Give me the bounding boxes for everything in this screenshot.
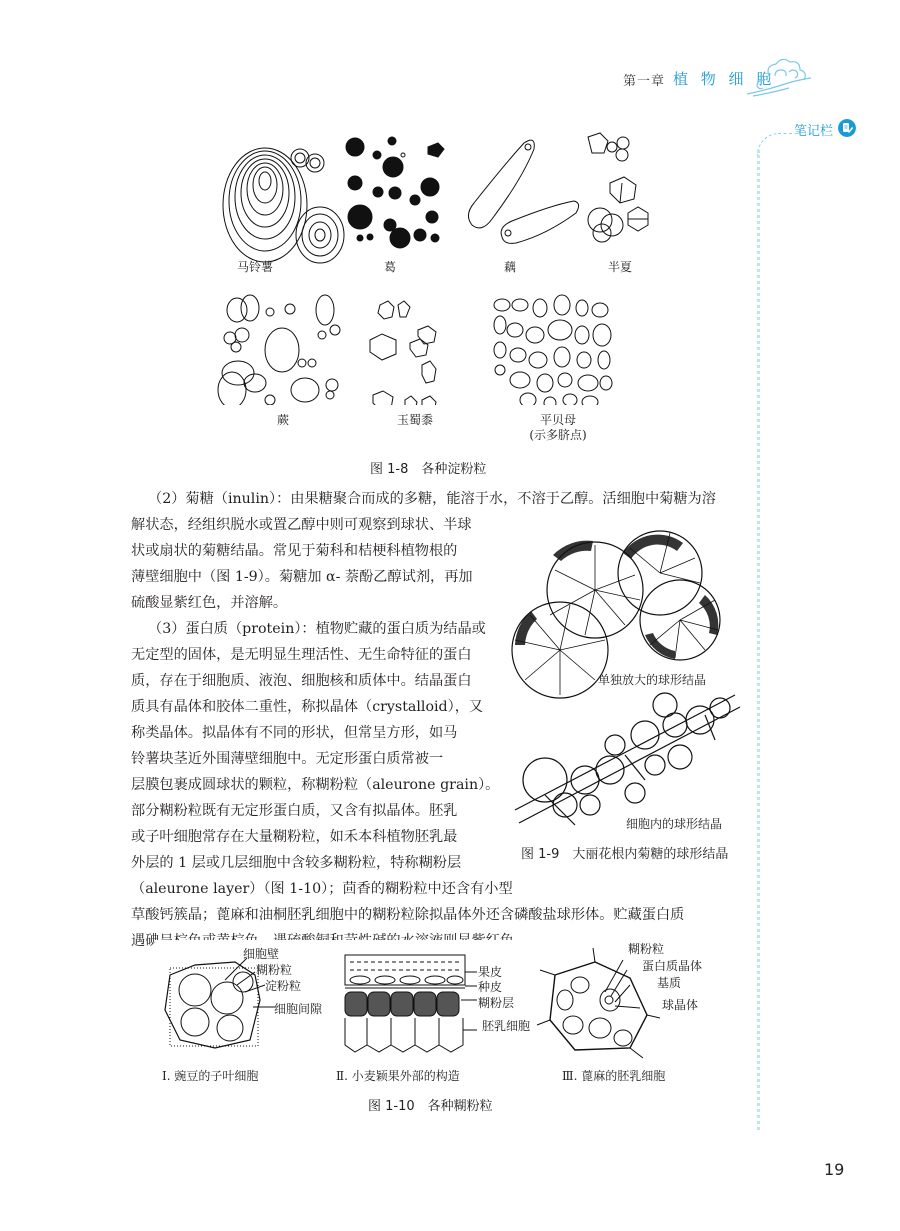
text-line: （3）蛋白质（protein）：植物贮藏的蛋白质为结晶或 [148, 621, 486, 637]
notes-divider [778, 133, 792, 134]
label-kudzu: 葛 [383, 260, 396, 274]
label-pericarp: 果皮 [478, 965, 503, 979]
label-globoid: 球晶体 [662, 998, 699, 1012]
text-line: 外层的 1 层或几层细胞中含较多糊粉粒，特称糊粉层 [131, 855, 462, 871]
spherocrystals-in-cells [515, 693, 740, 825]
text-line: 称类晶体。拟晶体有不同的形状，但常呈方形，如马 [131, 725, 458, 741]
text-line: 铃薯块茎近外围薄壁细胞中。无定形蛋白质常被一 [131, 751, 444, 767]
text-line: 部分糊粉粒既有无定形蛋白质，又含有拟晶体。胚乳 [131, 803, 458, 819]
notepad-pencil-icon [838, 119, 856, 137]
label-aleurone-grain-3: 糊粉粒 [628, 942, 665, 956]
text-line: 层膜包裹成圆球状的颗粒，称糊粉粒（aleurone grain）。 [131, 777, 500, 793]
panel3-title: Ⅲ. 蓖麻的胚乳细胞 [562, 1069, 666, 1083]
text-line: 解状态，经组织脱水或置乙醇中则可观察到球状、半球 [131, 517, 472, 533]
label-matrix: 基质 [657, 976, 682, 990]
text-line: 硫酸显紫红色，并溶解。 [131, 595, 288, 611]
label-spherocrystal-in-cell: 细胞内的球形结晶 [626, 817, 723, 831]
text-line: 质，存在于细胞质、液泡、细胞核和质体中。结晶蛋白 [131, 673, 472, 689]
label-isolated-spherocrystal: 单独放大的球形结晶 [598, 673, 707, 687]
cloud-ornament-icon [745, 58, 815, 98]
text-line: 或子叶细胞常存在大量糊粉粒，如禾本科植物胚乳最 [131, 829, 458, 845]
notes-divider-curve [757, 133, 780, 156]
fern-starch-grains [218, 295, 340, 405]
label-intercellular-space: 细胞间隙 [274, 1002, 323, 1016]
panel2-title: Ⅱ. 小麦颖果外部的构造 [336, 1069, 460, 1083]
label-aleurone-grain: 糊粉粒 [256, 963, 293, 977]
lotus-root-starch-grains [468, 140, 578, 243]
label-fritillaria: 平贝母 [539, 413, 576, 427]
text-line: 草酸钙簇晶；蓖麻和油桐胚乳细胞中的糊粉粒除拟晶体外还含磷酸盐球形体。贮藏蛋白质 [131, 907, 685, 923]
label-aleurone-layer: 糊粉层 [478, 996, 515, 1010]
figure-1-9-caption: 图 1-9 大丽花根内菊糖的球形结晶 [521, 847, 729, 862]
chapter-label: 第一章 [623, 74, 666, 89]
text-line: 薄壁细胞中（图 1-9）。菊糖加 α- 萘酚乙醇试剂，再加 [131, 569, 473, 585]
panel1-title: Ⅰ. 豌豆的子叶细胞 [162, 1069, 259, 1083]
paragraph-protein [148, 616, 486, 642]
label-endosperm-cell: 胚乳细胞 [482, 1019, 531, 1033]
label-cell-wall: 细胞壁 [243, 947, 280, 961]
figure-1-8-caption: 图 1-8 各种淀粉粒 [370, 462, 487, 477]
label-starch-grain: 淀粉粒 [265, 979, 302, 993]
label-potato: 马铃薯 [236, 260, 273, 274]
wheat-caryopsis-layers [345, 955, 477, 1052]
label-seed-coat: 种皮 [478, 980, 503, 994]
label-lotus-root: 藕 [503, 260, 516, 274]
figure-1-10-caption: 图 1-10 各种糊粉粒 [368, 1099, 493, 1114]
label-fritillaria-note: (示多脐点) [529, 428, 587, 442]
kudzu-starch-grains [346, 137, 444, 248]
label-pinellia: 半夏 [607, 260, 632, 274]
label-protein-crystal: 蛋白质晶体 [642, 959, 703, 973]
text-line: 遇碘呈棕色或黄棕色，遇硫酸铜和苛性碱的水溶液则显紫红色。 [131, 933, 529, 949]
maize-starch-grains [370, 301, 436, 405]
page-number: 19 [824, 1160, 845, 1179]
text-line: （aleurone layer）（图 1-10）；茴香的糊粉粒中还含有小型 [131, 881, 513, 897]
notes-column-label: 笔记栏 [794, 124, 834, 139]
paragraph-inulin [148, 486, 716, 512]
label-fern: 蕨 [276, 413, 289, 427]
figure-1-10-illustration [155, 940, 715, 1060]
fritillaria-starch-grains [494, 295, 612, 405]
text-line: 状或扇状的菊糖结晶。常见于菊科和桔梗科植物根的 [131, 543, 458, 559]
paragraph-inulin-cont [131, 512, 473, 616]
text-line: 无定型的固体，是无明显生理活性、无生命特征的蛋白 [131, 647, 472, 663]
notes-column-border [757, 150, 760, 1130]
potato-starch-grains [223, 148, 344, 263]
label-maize: 玉蜀黍 [396, 413, 433, 427]
chapter-title: 植 物 细 胞 [673, 70, 776, 88]
pinellia-starch-grains [588, 133, 648, 242]
text-line: （2）菊糖（inulin）：由果糖聚合而成的多糖，能溶于水，不溶于乙醇。活细胞中菊糖为溶 [148, 491, 716, 507]
text-line: 质具有晶体和胶体二重性，称拟晶体（crystalloid），又 [131, 699, 484, 715]
